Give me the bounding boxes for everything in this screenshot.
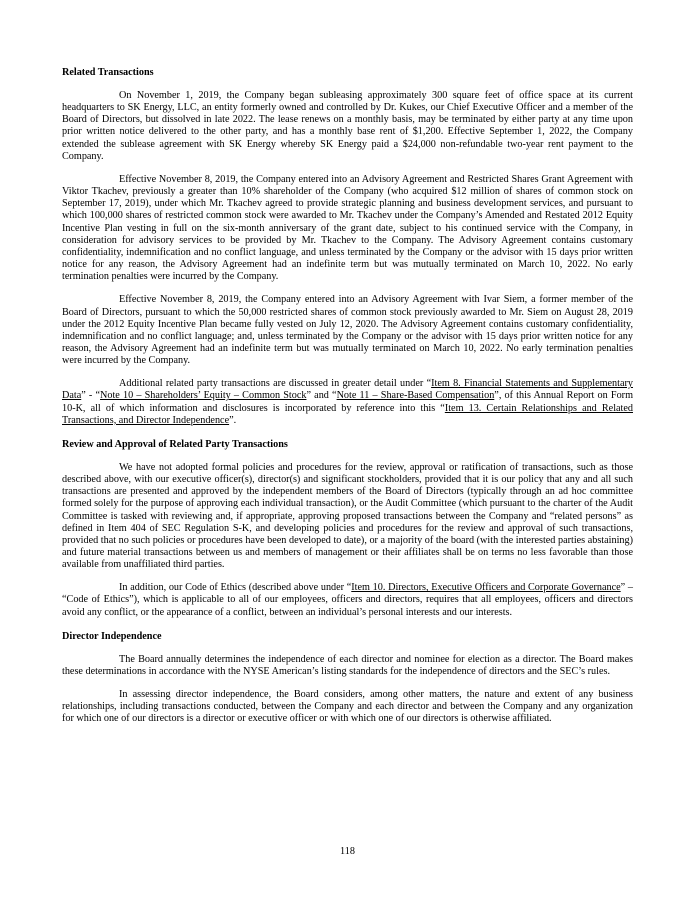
paragraph [62,294,633,367]
paragraph [62,378,633,427]
section-heading-review-and-approval-of-related-party-transactions: Review and Approval of Related Party Transactions [62,438,288,450]
paragraph [62,90,633,163]
paragraph-text: In assessing director independence, the Board considers, among other matters, the nature and extent of any business relationships, including transactions conducted, between the Company and each director and between the Company and any organization for which one of our directors is a director or executive officer or with which one of our directors is otherwise affiliated. [62,689,633,725]
cross-reference-link[interactable]: Item 10. Directors, Executive Officers and Corporate Governance [351,582,621,594]
page-number: 118 [340,846,355,857]
paragraph-text: Effective November 8, 2019, the Company entered into an Advisory Agreement and Restricted Shares Grant Agreement with Viktor Tkachev, previously a greater than 10% shareholder of the Company (who acquired $12 million of shares of common stock on September 17, 2019), under which Mr. Tkachev agreed to provide strategic planning and business development services, and pursuant to which 100,000 shares of restricted common stock were awarded to Mr. Tkachev under the Company’s Amended and Restated 2012 Equity Incentive Plan vesting in full on the six-month anniversary of the grant date, subject to his continued service with the Company, in consideration for advisory services to be provided by Mr. Tkachev to the Company. The Advisory Agreement contains customary confidentiality, indemnification and no conflict language, and unless terminated by the Company or the advisor with 15 days prior written notice for any reason, the Advisory Agreement had an indefinite term but was mutually terminated on March 10, 2022. No early termination penalties were incurred by the Company. [62,173,633,283]
paragraph-text: ”, of this Annual Report on Form 10-K, all of which information and disclosures is incorporated by reference into this “ [62,390,633,414]
paragraph [62,654,633,678]
paragraph-text: ” - “ [81,390,101,402]
cross-reference-link[interactable]: Note 10 – Shareholders’ Equity – Common Stock [100,390,307,402]
paragraph [62,582,633,618]
paragraph-text: The Board annually determines the independence of each director and nominee for election as a director. The Board makes these determinations in accordance with the NYSE American’s listing standards for the independence of directors and the SEC’s rules. [62,653,633,677]
paragraph-text: Effective November 8, 2019, the Company entered into an Advisory Agreement with Ivar Siem, a former member of the Board of Directors, pursuant to which the 50,000 restricted shares of common stock previously awarded to Mr. Siem on August 28, 2019 under the 2012 Equity Incentive Plan became fully vested on July 12, 2020. The Advisory Agreement contains customary confidentiality, indemnification and no conflict language; and, unless terminated by the Company or the advisor with 15 days prior written notice for any reason, the Advisory Agreement had an indefinite term but was mutually terminated on March 10, 2022. No early termination penalties were incurred by the Company. [62,294,633,367]
paragraph [62,462,633,571]
section-heading-director-independence: Director Independence [62,630,162,642]
section-heading-related-transactions: Related Transactions [62,67,154,78]
paragraph-text: We have not adopted formal policies and procedures for the review, approval or ratification of transactions, such as those described above, with our executive officer(s), director(s) and significant stockholders, provided that it is our policy that any and all such transactions are presented and approved by the independent members of the Board of Directors (typically through an ad hoc committee formed solely for the purpose of approving each individual transaction), or the Audit Committee (which pursuant to the charter of the Audit Committee is tasked with reviewing and, if appropriate, approving proposed transactions between the Company and “related persons” as defined in Item 404 of SEC Regulation S-K, and developing policies and procedures for the review and approval of such transactions, provided that no such policies or procedures have been developed to date), or a majority of the board (with the interested parties abstaining) and future material transactions between us and members of management or their affiliates shall be on terms no less favorable than those available from unaffiliated third parties. [62,461,633,571]
paragraph-text: Additional related party transactions are discussed in greater detail under “ [119,378,432,390]
paragraph-text: ”. [229,414,237,426]
paragraph-text: ” – “Code of Ethics”), which is applicable to all of our employees, officers and directors, requires that all employees, officers and directors avoid any conflict, or the appearance of a conflict, between an individual’s personal interests and our interests. [62,582,633,618]
cross-reference-link[interactable]: Item 13. Certain Relationships and Related Transactions, and Director Independence [62,402,633,426]
cross-reference-link[interactable]: Item 8. Financial Statements and Supplementary Data [62,378,633,402]
document-body [62,66,633,726]
cross-reference-link[interactable]: Note 11 – Share-Based Compensation [336,390,495,402]
paragraph-text: On November 1, 2019, the Company began subleasing approximately 300 square feet of office space at its current headquarters to SK Energy, LLC, an entity formerly owned and controlled by Dr. Kukes, our Chief Executive Officer and a member of the Board of Directors, but dissolved in late 2022. The lease renews on a monthly basis, may be terminated by either party at any time upon prior written notice delivered to the other party, and has a monthly base rent of $1,200. Effective September 1, 2022, the Company extended the sublease agreement with SK Energy whereby SK Energy paid a $24,000 non-refundable two-year rent payment to the Company. [62,90,633,162]
paragraph-text: ” and “ [306,390,337,402]
paragraph [62,174,633,283]
paragraph-text: In addition, our Code of Ethics (described above under “ [119,582,352,594]
paragraph [62,689,633,725]
